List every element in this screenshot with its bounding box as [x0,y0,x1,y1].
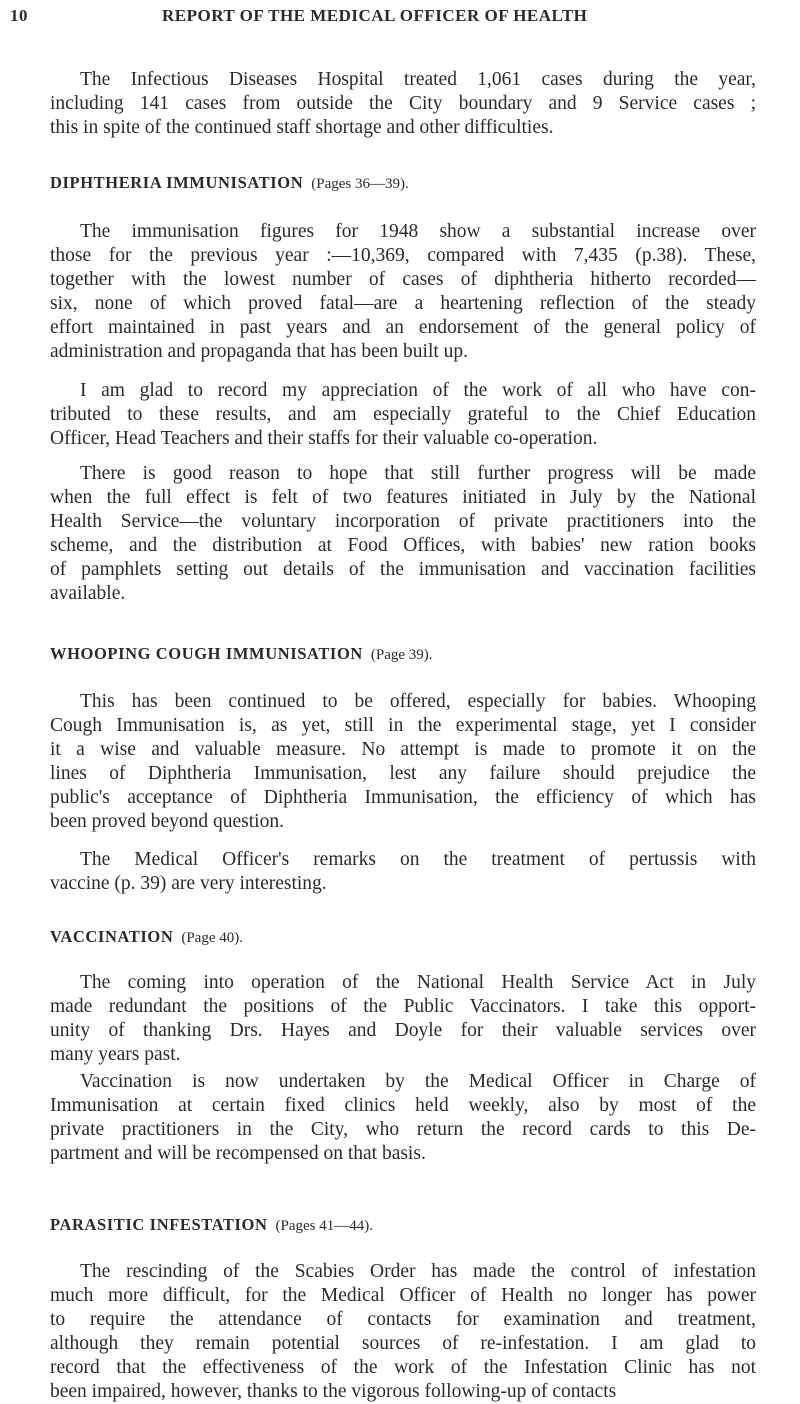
text-line: The coming into operation of the National Health Service Act in July [80,972,756,993]
section-heading-vaccination [50,927,243,947]
text-line: made redundant the positions of the Public Vaccinators. I take this opport- [50,996,756,1017]
text-line: unity of thanking Drs. Hayes and Doyle for their valuable services over [50,1020,756,1041]
section-heading-whooping-cough [50,644,433,664]
text-line: Vaccination is now undertaken by the Medical Officer in Charge of [80,1071,756,1092]
text-line: The Infectious Diseases Hospital treated 1,061 cases during the year, [80,69,756,90]
text-line: administration and propaganda that has been built up. [50,341,469,362]
text-line: partment and will be recompensed on that basis. [50,1143,426,1164]
paragraph [50,848,756,896]
text-line: I am glad to record my appreciation of the work of all who have con- [80,380,756,401]
section-heading-diphtheria [50,173,409,193]
text-line: to require the attendance of contacts for examination and treatment, [50,1309,756,1330]
page-reference: (Pages 36—39). [311,176,409,192]
text-line: lines of Diphtheria Immunisation, lest any failure should prejudice the [50,763,756,784]
text-line: The Medical Officer's remarks on the treatment of pertussis with [80,849,756,870]
text-line: This has been continued to be offered, especially for babies. Whooping [80,691,756,712]
text-line: vaccine (p. 39) are very interesting. [50,873,327,894]
text-line: Health Service—the voluntary incorporation of private practitioners into the [50,511,756,532]
text-line: together with the lowest number of cases of diphtheria hitherto recorded— [50,269,756,290]
text-line: of pamphlets setting out details of the immunisation and vaccination facilities [50,559,756,580]
text-line: public's acceptance of Diphtheria Immunisation, the efficiency of which has [50,787,756,808]
text-line: Officer, Head Teachers and their staffs for their valuable co-operation. [50,428,598,449]
paragraph [50,1070,756,1166]
page-reference: (Page 39). [370,647,433,663]
paragraph [50,68,756,140]
text-line: There is good reason to hope that still further progress will be made [80,463,756,484]
page-number: 10 [10,6,28,25]
text-line: those for the previous year :—10,369, compared with 7,435 (p.38). These, [50,245,756,266]
running-title: REPORT OF THE MEDICAL OFFICER OF HEALTH [162,6,588,25]
text-line: including 141 cases from outside the City boundary and 9 Service cases ; [50,93,756,114]
paragraph [50,220,756,364]
paragraph [50,971,756,1067]
paragraph [50,1260,756,1404]
text-line: it a wise and valuable measure. No attempt is made to promote it on the [50,739,756,760]
text-line: Immunisation at certain fixed clinics held weekly, also by most of the [50,1095,756,1116]
paragraph [50,379,756,451]
text-line: this in spite of the continued staff shortage and other difficulties. [50,117,554,138]
text-line: effort maintained in past years and an endorsement of the general policy of [50,317,756,338]
text-line: many years past. [50,1044,181,1065]
heading-text: DIPHTHERIA IMMUNISATION [50,173,304,192]
text-line: when the full effect is felt of two features initiated in July by the National [50,487,756,508]
page-reference: (Pages 41—44). [275,1218,374,1234]
text-line: private practitioners in the City, who return the record cards to this De- [50,1119,756,1140]
text-line: although they remain potential sources of re-infestation. I am glad to [50,1333,756,1354]
page-header [0,6,800,32]
text-line: six, none of which proved fatal—are a heartening reflection of the steady [50,293,756,314]
text-line: The rescinding of the Scabies Order has made the control of infestation [80,1261,756,1282]
text-line: available. [50,583,126,604]
text-line: much more difficult, for the Medical Officer of Health no longer has power [50,1285,756,1306]
paragraph [50,690,756,834]
heading-text: PARASITIC INFESTATION [50,1215,268,1234]
text-line: tributed to these results, and am especially grateful to the Chief Education [50,404,756,425]
page-reference: (Page 40). [181,930,243,946]
text-line: scheme, and the distribution at Food Offices, with babies' new ration books [50,535,756,556]
text-line: record that the effectiveness of the work of the Infestation Clinic has not [50,1357,756,1378]
heading-text: WHOOPING COUGH IMMUNISATION [50,644,363,663]
text-line: The immunisation figures for 1948 show a substantial increase over [80,221,756,242]
text-line: been impaired, however, thanks to the vigorous following-up of contacts [50,1381,617,1402]
text-line: been proved beyond question. [50,811,284,832]
text-line: Cough Immunisation is, as yet, still in the experimental stage, yet I consider [50,715,756,736]
section-heading-parasitic-infestation [50,1215,373,1235]
paragraph [50,462,756,606]
heading-text: VACCINATION [50,927,174,946]
